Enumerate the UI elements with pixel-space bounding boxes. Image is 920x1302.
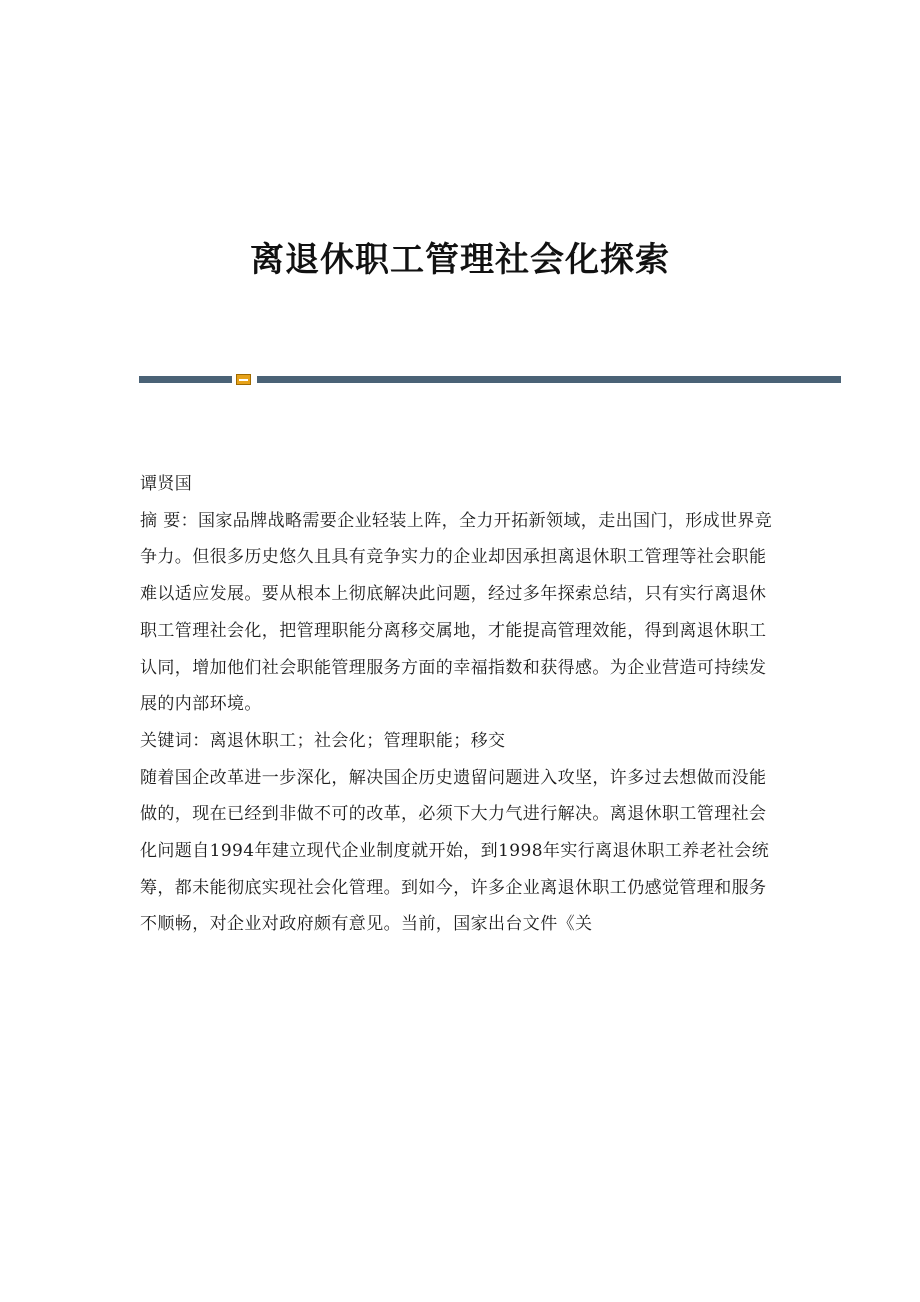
author-name: 谭贤国 — [140, 474, 193, 494]
divider-bar-left — [139, 376, 232, 383]
title-divider — [139, 373, 841, 385]
divider-marker-icon — [236, 374, 251, 385]
body-paragraph: 随着国企改革进一步深化，解决国企历史遗留问题进入攻坚，许多过去想做而没能做的，现在已经到非做不可的改革，必须下大力气进行解决。离退休职工管理社会化问题自1994年建立现代企业制度就开始，到1998年实行离退休职工养老社会统筹，都未能彻底实现社会化管理。到如今，许多企业离退休职工仍感觉管理和服务不顺畅，对企业对政府颇有意见。当前，国家出台文件《关 — [140, 767, 770, 935]
keywords-line: 关键词：离退休职工；社会化；管理职能；移交 — [140, 730, 506, 751]
divider-bar-right — [257, 376, 841, 383]
document-title: 离退休职工管理社会化探索 — [250, 239, 670, 280]
abstract-paragraph: 摘 要：国家品牌战略需要企业轻装上阵，全力开拓新领域，走出国门，形成世界竞争力。但很多历史悠久且具有竞争实力的企业却因承担离退休职工管理等社会职能难以适应发展。要从根本上彻底解决此问题，经过多年探索总结，只有实行离退休职工管理社会化，把管理职能分离移交属地，才能提高管理效能，得到离退休职工认同，增加他们社会职能管理服务方面的幸福指数和获得感。为企业营造可持续发展的内部环境。 — [140, 510, 773, 715]
document-body — [140, 466, 780, 943]
